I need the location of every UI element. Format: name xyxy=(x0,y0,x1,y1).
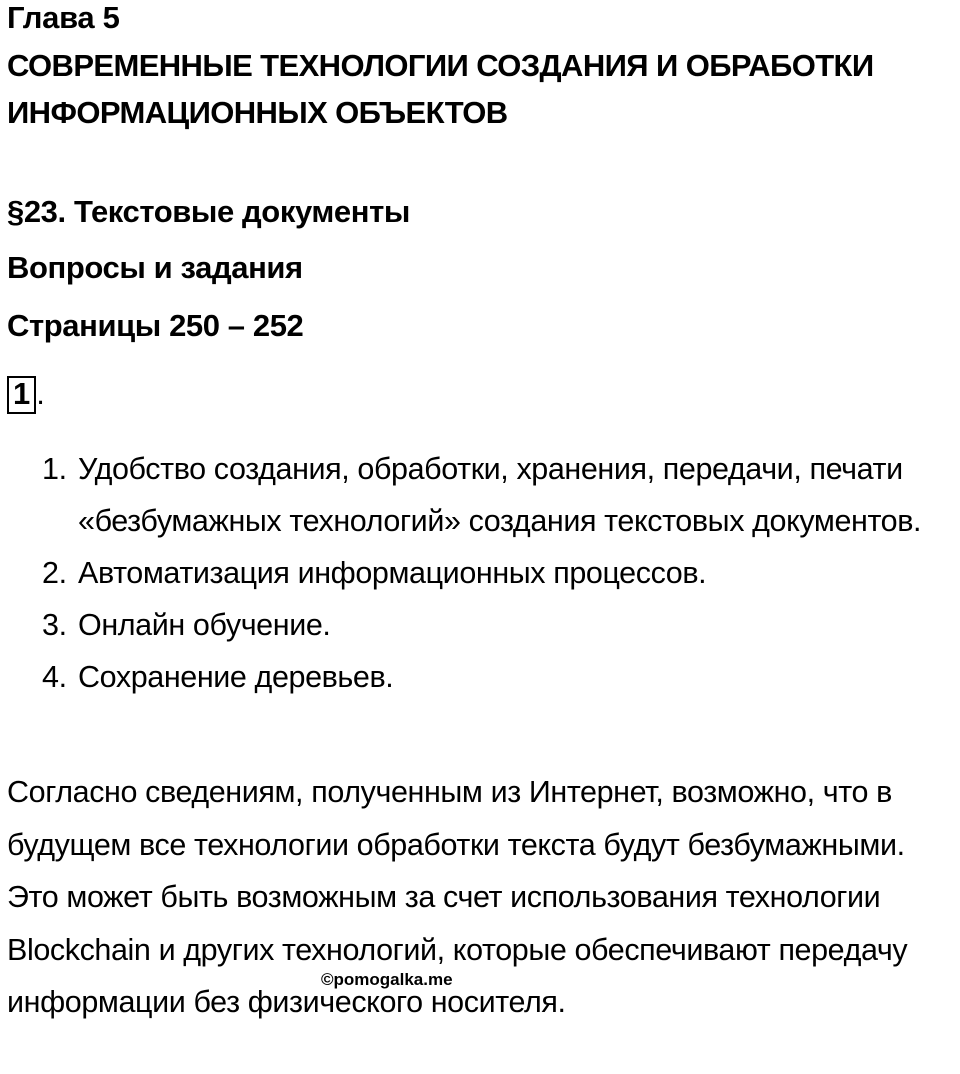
questions-heading: Вопросы и задания xyxy=(7,250,303,285)
list-item-text: Удобство создания, обработки, хранения, передачи, печати «безбумажных технологий» создания текстовых документов. xyxy=(78,452,922,538)
pages-heading: Страницы 250 – 252 xyxy=(7,308,304,343)
list-item xyxy=(42,651,957,703)
list-item xyxy=(42,547,957,599)
list-item-number: 2. xyxy=(42,556,67,590)
task-number xyxy=(7,376,45,414)
list-item-text: Онлайн обучение. xyxy=(78,608,331,642)
task-number-dot: . xyxy=(36,376,45,411)
watermark: ©pomogalka.me xyxy=(321,970,453,989)
list-item-text: Сохранение деревьев. xyxy=(78,660,394,694)
list-item-number: 4. xyxy=(42,660,67,694)
answer-list xyxy=(42,443,957,703)
list-item xyxy=(42,443,957,547)
list-item-text: Автоматизация информационных процессов. xyxy=(78,556,707,590)
task-number-box: 1 xyxy=(7,376,36,414)
list-item-number: 1. xyxy=(42,452,67,486)
list-item-number: 3. xyxy=(42,608,67,642)
body-paragraph: Согласно сведениям, полученным из Интернет, возможно, что в будущем все технологии обработки текста будут безбумажными. Это может быть возможным за счет использования технологии Blockchain и других технологий, которые обеспечивают передачу информации без физического носителя. xyxy=(7,775,908,1019)
chapter-title: СОВРЕМЕННЫЕ ТЕХНОЛОГИИ СОЗДАНИЯ И ОБРАБОТКИ ИНФОРМАЦИОННЫХ ОБЪЕКТОВ xyxy=(7,48,874,130)
chapter-label: Глава 5 xyxy=(7,0,120,35)
list-item xyxy=(42,599,957,651)
section-title: §23. Текстовые документы xyxy=(7,194,410,229)
